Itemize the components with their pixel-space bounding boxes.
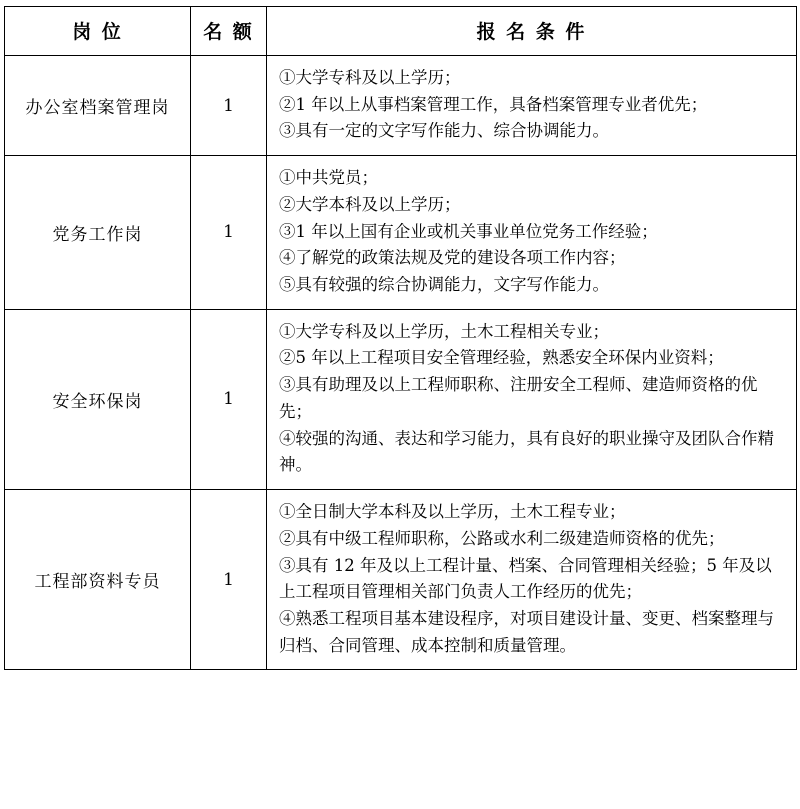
table-row: [5, 156, 797, 310]
cell-post: 党务工作岗: [5, 156, 191, 310]
condition-line: ①大学专科及以上学历，土木工程相关专业；: [279, 321, 609, 341]
cell-post: 办公室档案管理岗: [5, 56, 191, 156]
cell-conditions: [267, 490, 797, 670]
cell-quota: 1: [191, 490, 267, 670]
cell-conditions: [267, 56, 797, 156]
table-header-row: [5, 7, 797, 56]
column-header-quota: [191, 7, 267, 56]
condition-line: ②1 年以上从事档案管理工作，具备档案管理专业者优先；: [279, 94, 708, 114]
table-row: [5, 490, 797, 670]
condition-line: ②具有中级工程师职称，公路或水利二级建造师资格的优先；: [279, 528, 725, 548]
cell-quota: 1: [191, 156, 267, 310]
cell-conditions: [267, 309, 797, 489]
condition-line: ④熟悉工程项目基本建设程序，对项目建设计量、变更、档案整理与归档、合同管理、成本控制和质量管理。: [279, 608, 774, 655]
column-header-post: [5, 7, 191, 56]
condition-line: ③1 年以上国有企业或机关事业单位党务工作经验；: [279, 221, 658, 241]
condition-line: ⑤具有较强的综合协调能力，文字写作能力。: [279, 275, 609, 295]
cell-post: 工程部资料专员: [5, 490, 191, 670]
condition-line: ③具有助理及以上工程师职称、注册安全工程师、建造师资格的优先；: [279, 375, 758, 421]
condition-line: ①大学专科及以上学历；: [279, 68, 461, 87]
column-header-post-label: 岗 位: [72, 21, 123, 43]
condition-line: ④了解党的政策法规及党的建设各项工作内容；: [279, 248, 626, 268]
condition-line: ②5 年以上工程项目安全管理经验，熟悉安全环保内业资料；: [279, 348, 724, 368]
condition-line: ①中共党员；: [279, 168, 378, 188]
condition-line: ①全日制大学本科及以上学历，土木工程专业；: [279, 502, 626, 522]
cell-quota: 1: [191, 309, 267, 489]
condition-line: ④较强的沟通、表达和学习能力，具有良好的职业操守及团队合作精神。: [279, 428, 774, 475]
table-row: [5, 56, 797, 156]
cell-quota: 1: [191, 56, 267, 156]
condition-line: ③具有 12 年及以上工程计量、档案、合同管理相关经验；5 年及以上工程项目管理相关部门负责人工作经历的优先；: [279, 555, 772, 602]
condition-line: ③具有一定的文字写作能力、综合协调能力。: [279, 121, 609, 141]
column-header-conditions: [267, 7, 797, 56]
table-row: [5, 309, 797, 489]
cell-conditions: [267, 156, 797, 310]
cell-post: 安全环保岗: [5, 309, 191, 489]
column-header-quota-label: 名 额: [203, 21, 254, 43]
column-header-conditions-label: 报 名 条 件: [476, 21, 587, 43]
recruitment-table: [4, 6, 797, 670]
condition-line: ②大学本科及以上学历；: [279, 194, 461, 214]
